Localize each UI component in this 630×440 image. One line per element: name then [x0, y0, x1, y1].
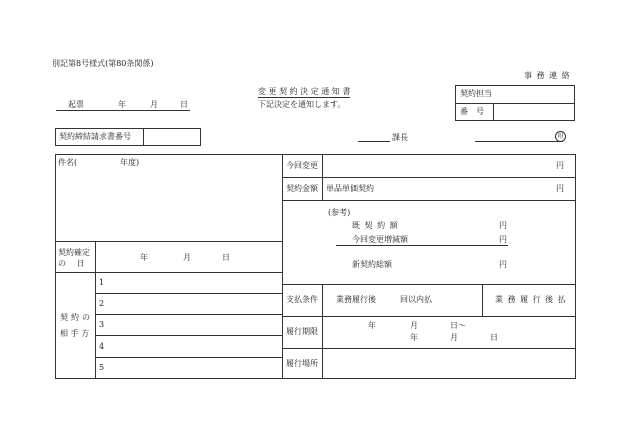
aite-top-line [55, 272, 282, 273]
inai-label: 回以内払 [400, 295, 432, 304]
gyomu-after-label: 業務履行後 [336, 295, 376, 304]
shiharai-top-line [282, 284, 576, 285]
request-number-divider [143, 128, 144, 146]
kiyaku-label: 既 契 約 額 [352, 221, 399, 230]
aite-row-5[interactable]: 5 [99, 363, 105, 372]
aite-row-3[interactable]: 3 [99, 320, 105, 329]
konkai-yen: 円 [556, 161, 564, 170]
kakutei-top-line [55, 241, 282, 242]
kakutei-label-1: 契約確定 [58, 248, 90, 257]
aite-row-line-4 [95, 357, 282, 358]
kigen-top-line [282, 316, 576, 317]
contract-box-vdivider [493, 103, 494, 121]
shiharai-divider [482, 284, 483, 316]
konkai-label: 今回変更 [286, 161, 318, 170]
contract-number-label: 番 号 [460, 107, 484, 116]
kigen-day: 日〜 [450, 321, 466, 330]
main-center-divider [282, 154, 283, 379]
kian-label: 起票 [68, 100, 84, 109]
aite-row-1[interactable]: 1 [99, 278, 105, 287]
kakutei-year: 年 [140, 253, 148, 262]
kian-month: 月 [150, 100, 158, 109]
kenmei-label: 件名( [58, 158, 78, 167]
kakutei-label-2: の 日 [58, 259, 85, 268]
document-title: 変 更 契 約 決 定 通 知 書 [258, 87, 351, 96]
kakutei-day: 日 [222, 253, 230, 262]
request-number-label: 契約締結請求書番号 [59, 132, 131, 141]
zougen-underline [336, 245, 508, 246]
basho-top-line [282, 348, 576, 349]
gyomu-after-label-2: 業 務 履 行 後 払 [495, 295, 567, 304]
aite-label-2: 相 手 方 [60, 329, 90, 338]
seal-circle: 印 [555, 131, 566, 142]
seal-underline [475, 141, 563, 142]
kingaku-label: 契約金額 [286, 184, 318, 193]
sanko-label: (参考) [328, 208, 351, 217]
konkai-line [282, 177, 576, 178]
kigen-year-2: 年 [410, 333, 418, 342]
kian-underline [56, 110, 190, 111]
zougen-label: 今回変更増減額 [352, 235, 408, 244]
kenmei-field[interactable] [57, 170, 281, 240]
right-label-divider-bottom [322, 284, 323, 379]
zougen-yen: 円 [499, 235, 507, 244]
kigen-label: 履行期限 [286, 327, 318, 336]
aite-label-1: 契約の [60, 313, 93, 322]
basho-field[interactable] [324, 350, 574, 377]
basho-label: 履行場所 [286, 359, 318, 368]
shiharai-label: 支払条件 [286, 295, 318, 304]
aite-row-line-1 [95, 293, 282, 294]
tanka-label: 単品単価契約 [326, 184, 374, 193]
office-tag: 事 務 連 絡 [524, 71, 571, 80]
kenmei-nendo: 年度) [120, 158, 140, 167]
shin-label: 新契約総額 [352, 260, 392, 269]
aite-row-2[interactable]: 2 [99, 299, 105, 308]
kakutei-month: 月 [183, 253, 191, 262]
contract-number-field[interactable] [495, 104, 574, 120]
kigen-month-2: 月 [450, 333, 458, 342]
kigen-year: 年 [368, 321, 376, 330]
request-number-field[interactable] [145, 129, 200, 145]
kingaku-yen: 円 [556, 184, 564, 193]
kian-year: 年 [118, 100, 126, 109]
shin-yen: 円 [499, 260, 507, 269]
kingaku-line [282, 200, 576, 201]
kacho-label: 課長 [392, 133, 408, 142]
aite-row-4[interactable]: 4 [99, 342, 105, 351]
aite-row-line-2 [95, 314, 282, 315]
aite-row-line-3 [95, 335, 282, 336]
kacho-underline [358, 141, 390, 142]
kigen-day-2: 日 [490, 333, 498, 342]
kiyaku-yen: 円 [499, 221, 507, 230]
contract-label: 契約担当 [460, 89, 492, 98]
kian-day: 日 [180, 100, 188, 109]
left-label-divider [95, 241, 96, 379]
document-subtitle: 下記決定を通知します。 [258, 100, 346, 109]
kigen-month: 月 [410, 321, 418, 330]
form-label: 別記第8号様式(第80条関係) [52, 59, 154, 68]
